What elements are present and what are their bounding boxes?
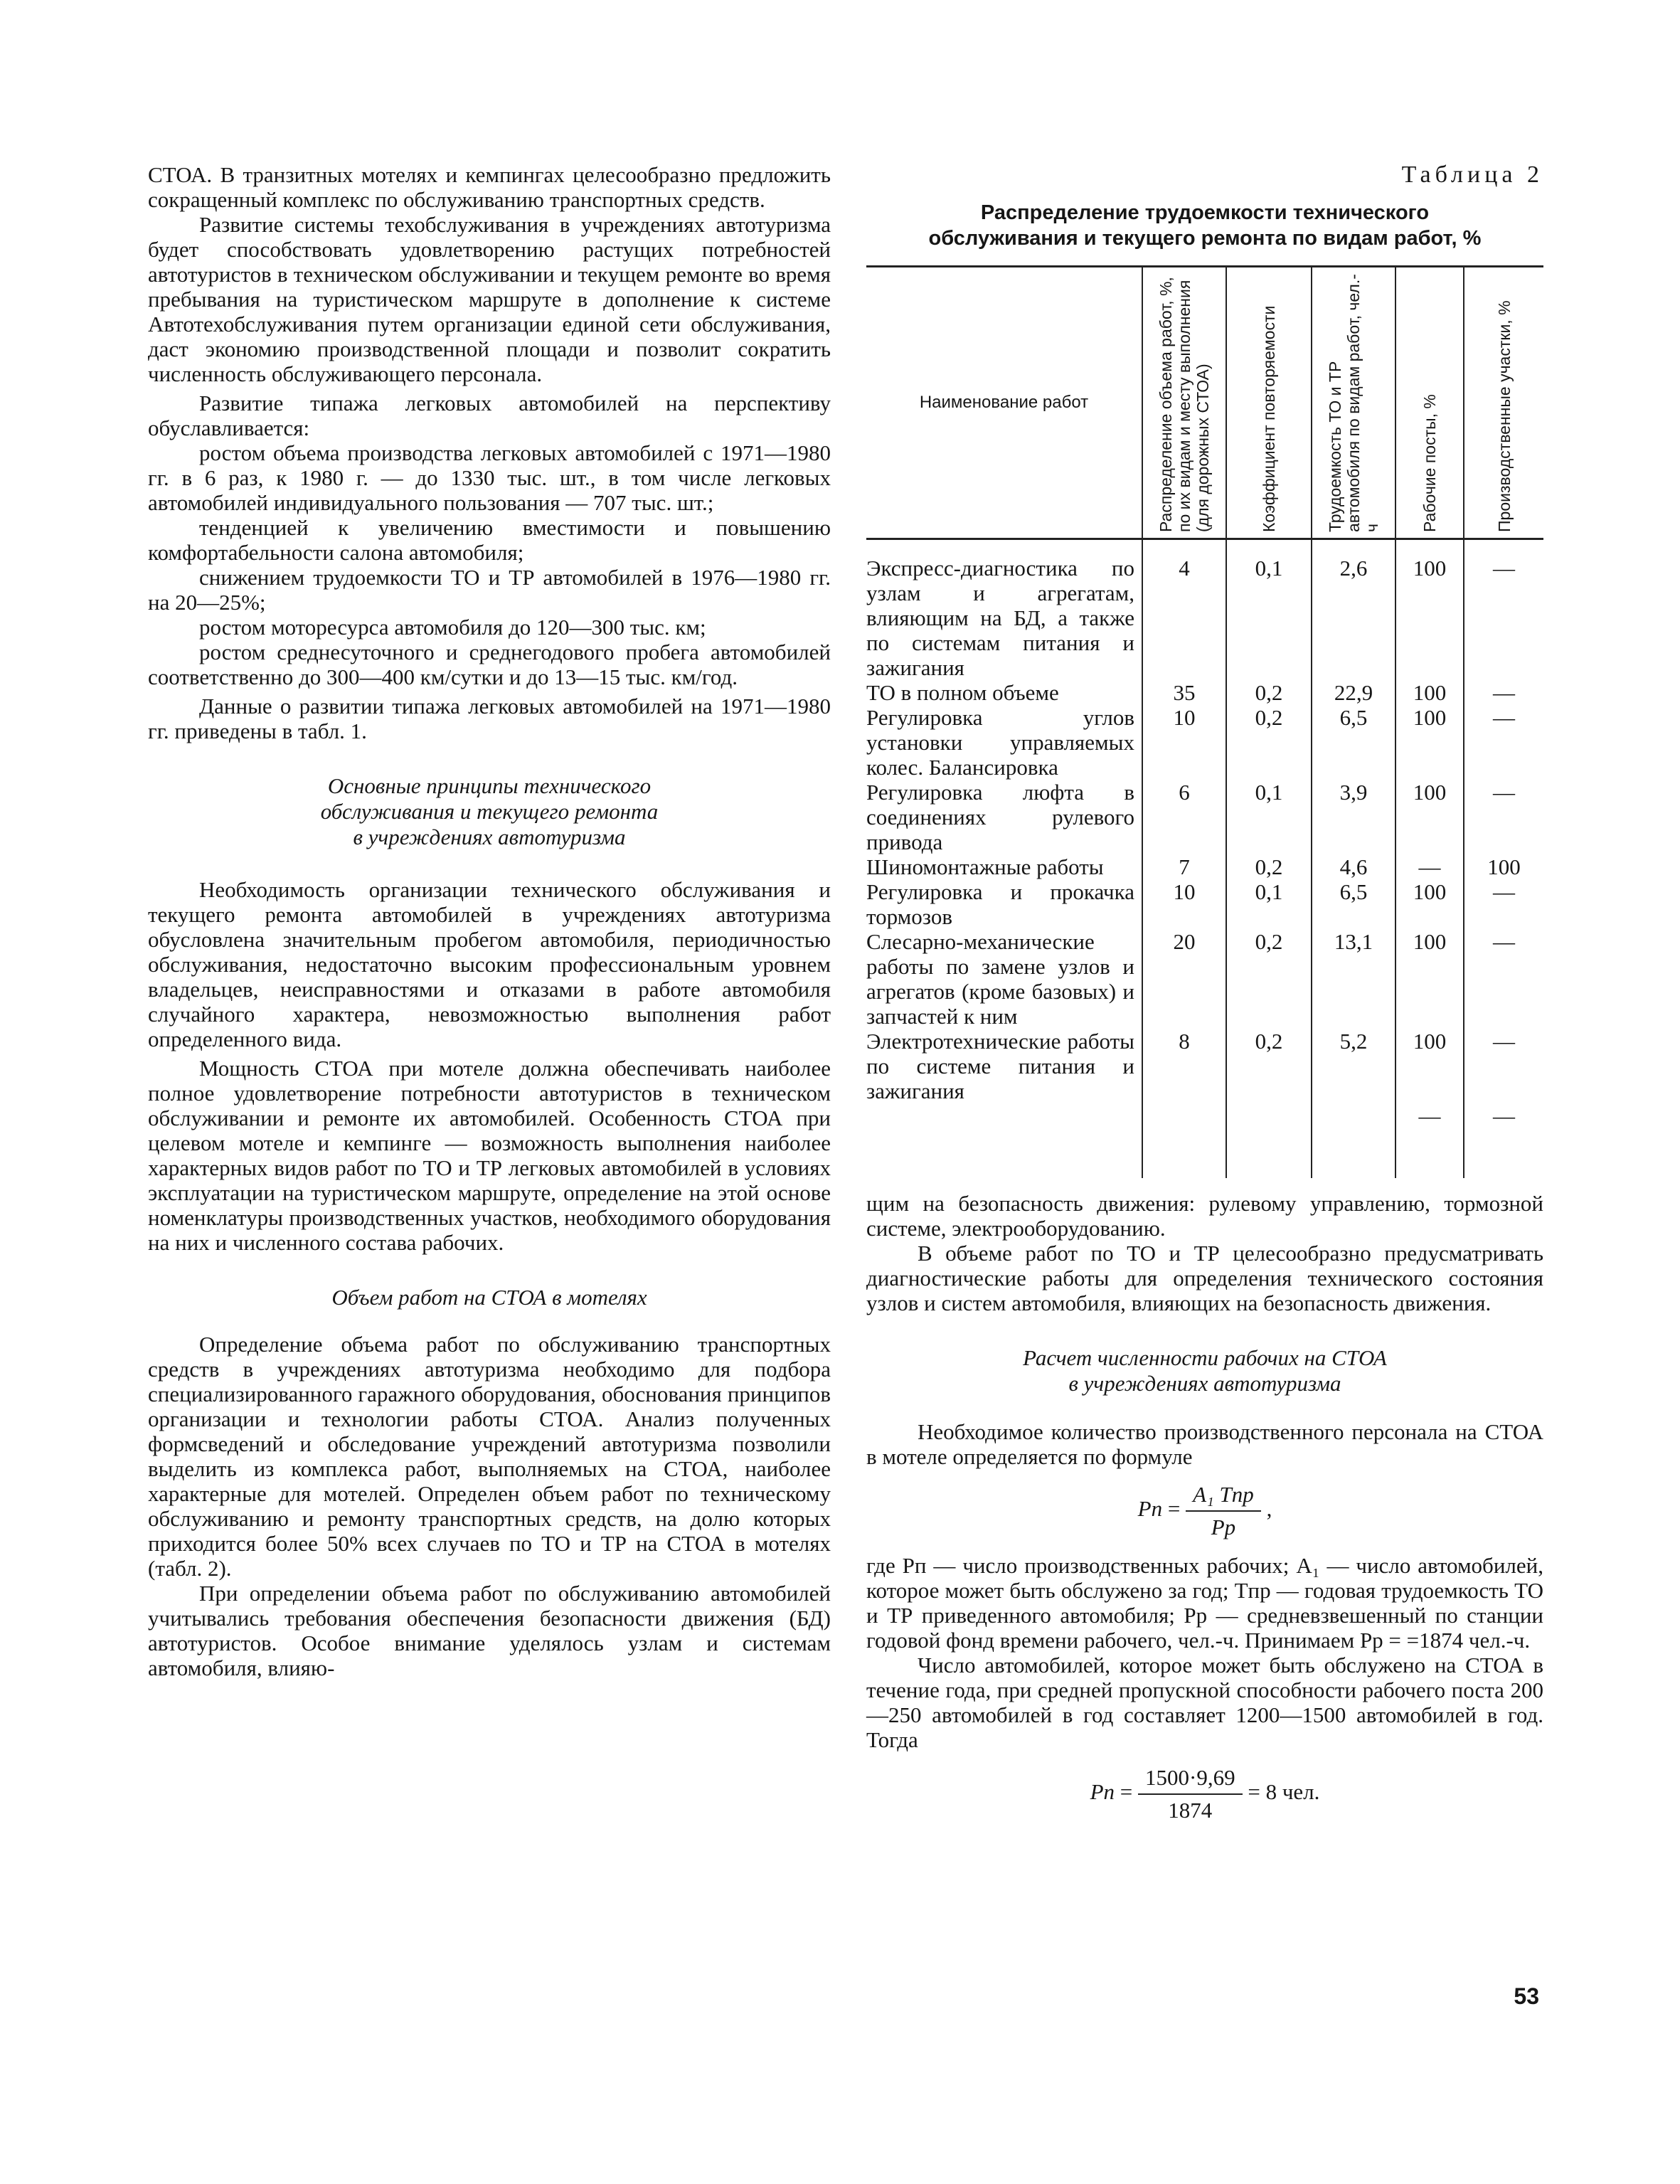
table-row: Регулировка и прокачка тормозов 10 0,1 6,5 100 — [866, 879, 1543, 929]
row-name: Регулировка люфта в соединениях рулевого привода [866, 780, 1134, 854]
left-column [148, 162, 831, 1680]
row-name: Экспресс-диагностика по узлам и агрегатам, влияющим на БД, а также по системам питания и зажигания [866, 556, 1134, 680]
table-row: Экспресс-диагностика по узлам и агрегатам, влияющим на БД, а также по системам питания и зажигания 4 0,1 2,6 100 — [866, 539, 1543, 681]
table-row: Электротехнические работы по системе питания и зажигания 8 0,2 5,2 100 — [866, 1029, 1543, 1103]
header-name: Наименование работ [919, 393, 1089, 412]
row-name: ТО в полном объеме [866, 680, 1059, 705]
page-number: 53 [1514, 1983, 1539, 2009]
header-coefficient: Коэффициент повторяемости [1260, 305, 1278, 532]
list-item: тенденцией к увеличению вместимости и повышению комфортабельности салона автомобиля; [148, 515, 831, 565]
table-label: Таблица 2 [1401, 161, 1543, 188]
section-heading-calculation: Расчет численности рабочих на СТОА в учреждениях автотуризма [1023, 1345, 1387, 1396]
types-paragraph: Развитие типажа легковых автомобилей на перспективу обуславливается: [148, 391, 831, 440]
necessity-paragraph: Необходимость организации технического обслуживания и текущего ремонта автомобилей в учреждениях автотуризма обусловлена значительным пробегом автомобиля, периодичностью обслуживания, недостаточно высоким профессиональным уровнем владельцев, неисправностями и отказами в работе автомобиля случайного характера, невозможностью выполнения работ определенного вида. [148, 877, 831, 1051]
list-item: снижением трудоемкости ТО и ТР автомобилей в 1976—1980 гг. на 20—25%; [148, 565, 831, 615]
where-paragraph: где Pп — число производственных рабочих; A₁ — число автомобилей, которое может быть обслужено за год; Tпр — годовая трудоемкость ТО и ТР приведенного автомобиля; Pр — средневзвешенный по станции годовой фонд времени рабочего, чел.-ч. Принимаем Pр = =1874 чел.-ч. [866, 1553, 1543, 1653]
row-name: Слесарно-механические работы по замене узлов и агрегатов (кроме базовых) и запчастей к ним [866, 929, 1134, 1029]
table-row: — — [866, 1103, 1543, 1178]
header-labor: Трудоемкость ТО и ТР автомобиля по видам работ, чел.-ч [1326, 274, 1381, 532]
intro-paragraph: СТОА. В транзитных мотелях и кемпингах целесообразно предложить сокращенный комплекс по обслуживанию транспортных средств. [148, 162, 831, 212]
table-row: ТО в полном объеме 35 0,2 22,9 100 — [866, 680, 1543, 705]
table-row: Регулировка люфта в соединениях рулевого привода 6 0,1 3,9 100 — [866, 780, 1543, 854]
header-shops: Производственные участки, % [1494, 300, 1514, 532]
section-heading-principles: Основные принципы технического обслуживания и текущего ремонта в учреждениях автотуризма [320, 773, 659, 849]
table-row: Слесарно-механические работы по замене узлов и агрегатов (кроме базовых) и запчастей к ним 20 0,2 13,1 100 — [866, 929, 1543, 1029]
scope-paragraph: В объеме работ по ТО и ТР целесообразно предусматривать диагностические работы для определения технического состояния узлов и систем автомобиля, влияющих на безопасность движения. [866, 1241, 1543, 1315]
right-column [866, 162, 1543, 1836]
development-paragraph: Развитие системы техобслуживания в учреждениях автотуризма будет способствовать удовлетворению растущих потребностей автотуристов в техническом обслуживании и текущем ремонте во время пребывания на туристическом маршруте в дополнение к системе Автотехобслуживания путем организации единой сети обслуживания, даст экономию производственной площади и позволит сократить численность обслуживающего персонала. [148, 212, 831, 386]
row-name: Электротехнические работы по системе питания и зажигания [866, 1029, 1134, 1103]
list-item: ростом моторесурса автомобиля до 120—300 тыс. км; [199, 615, 706, 640]
table-row: Регулировка углов установки управляемых колес. Балансировка 10 0,2 6,5 100 — [866, 705, 1543, 780]
table-caption: Распределение трудоемкости технического обслуживания и текущего ремонта по видам работ, % [928, 201, 1482, 250]
section-heading-volume: Объем работ на СТОА в мотелях [331, 1285, 647, 1310]
work-distribution-table [866, 265, 1543, 1178]
list-item: ростом объема производства легковых автомобилей с 1971—1980 гг. в 6 раз, к 1980 г. — до 1330 тыс. шт., в том числе легковых автомобилей индивидуального пользования — 707 тыс. шт.; [148, 440, 831, 515]
continuation-paragraph: щим на безопасность движения: рулевому управлению, тормозной системе, электрооборудованию. [866, 1191, 1543, 1241]
table-row: Шиномонтажные работы 7 0,2 4,6 — 100 [866, 854, 1543, 879]
when-paragraph: При определении объема работ по обслуживанию автомобилей учитывались требования обеспечения безопасности движения (БД) автотуристов. Особое внимание уделялось узлам и системам автомобиля, влияю- [148, 1581, 831, 1680]
count-paragraph: Число автомобилей, которое может быть обслужено на СТОА в течение года, при средней пропускной способности рабочего поста 200—250 автомобилей в год составляет 1200—1500 автомобилей в год. Тогда [866, 1653, 1543, 1752]
row-name: Шиномонтажные работы [866, 854, 1104, 879]
need-paragraph: Необходимое количество производственного персонала на СТОА в мотеле определяется по формуле [866, 1419, 1543, 1469]
header-posts: Рабочие посты, % [1420, 394, 1439, 532]
list-item: ростом среднесуточного и среднегодового пробега автомобилей соответственно до 300—400 км/сутки и до 13—15 тыс. км/год. [148, 640, 831, 689]
row-name: Регулировка и прокачка тормозов [866, 879, 1134, 929]
formula-result: Pп = $\frac{1500\cdot 9,69}{1874}$ = 8 чел. [1090, 1765, 1320, 1823]
header-share: Распределение объема работ, %, по их видам и месту выполнения (для дорожных СТОА) [1157, 277, 1212, 532]
row-name: Регулировка углов установки управляемых колес. Балансировка [866, 705, 1134, 780]
capacity-paragraph: Мощность СТОА при мотеле должна обеспечивать наиболее полное удовлетворение потребности автотуристов в техническом обслуживании и ремонте их автомобилей. Особенность СТОА при целевом мотеле и кемпинге — возможность выполнения наиболее характерных видов работ по ТО и ТР легковых автомобилей в условиях эксплуатации на туристическом маршруте, определение на этой основе номенклатуры производственных участков, необходимого оборудования на них и численного состава рабочих. [148, 1056, 831, 1255]
data-paragraph: Данные о развитии типажа легковых автомобилей на 1971—1980 гг. приведены в табл. 1. [148, 694, 831, 743]
definition-paragraph: Определение объема работ по обслуживанию транспортных средств в учреждениях автотуризма необходимо для подбора специализированного гаражного оборудования, обоснования принципов организации и технологии работы СТОА. Анализ полученных формсведений и обследование учреждений автотуризма позволили выделить из комплекса работ, выполняемых на СТОА, наиболее характерные для мотелей. Определен объем работ по техническому обслуживанию и ремонту транспортных средств, на долю которых приходится более 50% всех случаев по ТО и ТР на СТОА в мотелях (табл. 2). [148, 1332, 831, 1581]
formula-workers: Pп = $\frac{\text{A₁ Tпр}}{Pр}$ , [1137, 1482, 1272, 1539]
